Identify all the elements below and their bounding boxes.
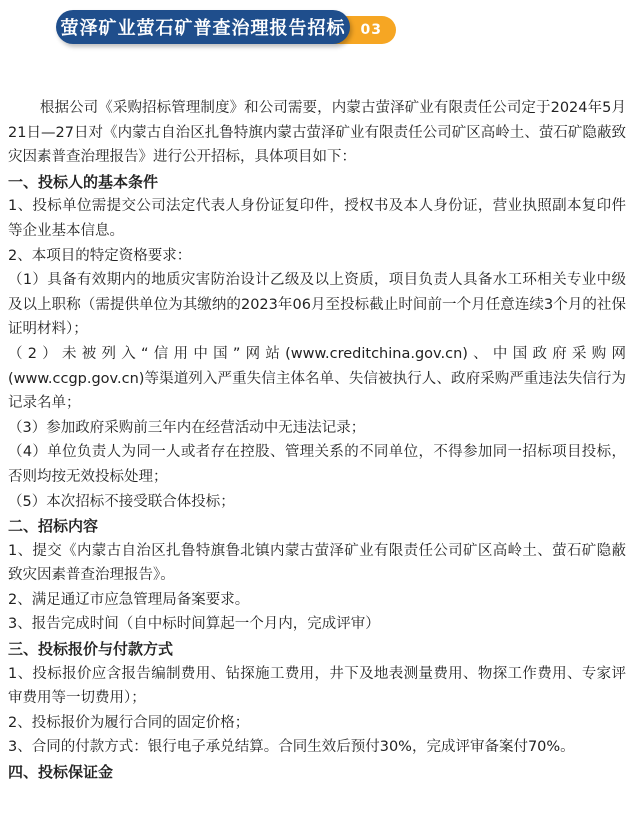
- section-1-item-2: 2、本项目的特定资格要求：: [8, 247, 192, 264]
- section-3-item-3: 3、合同的付款方式：银行电子承兑结算。合同生效后预付30%，完成评审备案付70%。: [8, 739, 575, 756]
- section-heading-4: 四、投标保证金: [8, 763, 114, 782]
- section-1-item-1: 1、投标单位需提交公司法定代表人身份证复印件，授权书及本人身份证，营业执照副本复印件等企业基本信息。: [8, 198, 626, 239]
- section-2-item-1: 1、提交《内蒙古自治区扎鲁特旗鲁北镇内蒙古萤泽矿业有限责任公司矿区高岭土、萤石矿隐蔽致灾因素普查治理报告》。: [8, 542, 626, 584]
- section-heading-2: 二、招标内容: [8, 517, 99, 536]
- section-3-item-2: 2、投标报价为履行合同的固定价格；: [8, 714, 250, 731]
- section-3-item-1: 1、投标报价应含报告编制费用、钻探施工费用，井下及地表测量费用、物探工作费用、专家评审费用等一切费用）；: [8, 665, 626, 707]
- intro-paragraph: 根据公司《采购招标管理制度》和公司需要，内蒙古萤泽矿业有限责任公司定于2024年5月21日—27日对《内蒙古自治区扎鲁特旗内蒙古萤泽矿业有限责任公司矿区高岭土、萤石矿隐蔽致灾因素普查治理报告》进行公开招标，具体项目如下：: [8, 100, 626, 166]
- header-title-bar: [56, 10, 350, 44]
- section-2-item-3: 3、报告完成时间（自中标时间算起一个月内，完成评审）: [8, 616, 380, 633]
- section-1-item-2-3: （3）参加政府采购前三年内在经营活动中无违法记录；: [8, 419, 366, 436]
- section-1-item-2-5: （5）本次招标不接受联合体投标；: [8, 493, 235, 510]
- section-heading-1: 一、投标人的基本条件: [8, 172, 159, 191]
- article-body: [8, 96, 626, 785]
- section-heading-3: 三、投标报价与付款方式: [8, 640, 174, 659]
- section-1-item-2-4: （4）单位负责人为同一人或者存在控股、管理关系的不同单位，不得参加同一招标项目投标，否则均按无效投标处理；: [8, 444, 626, 485]
- section-2-item-2: 2、满足通辽市应急管理局备案要求。: [8, 591, 250, 608]
- header-number: 03: [360, 22, 382, 38]
- section-1-item-2-2: （2）未被列入“信用中国”网站(www.creditchina.gov.cn)、中国政府采购网(www.ccgp.gov.cn)等渠道列入严重失信主体名单、失信被执行人、政府采购严重违法失信行为记录名单；: [8, 345, 626, 412]
- section-1-item-2-1: （1）具备有效期内的地质灾害防治设计乙级及以上资质，项目负责人具备水工环相关专业中级及以上职称（需提供单位为其缴纳的2023年06月至投标截止时间前一个月任意连续3个月的社保证明材料）；: [8, 272, 626, 338]
- header-title: 萤泽矿业萤石矿普查治理报告招标: [60, 18, 346, 39]
